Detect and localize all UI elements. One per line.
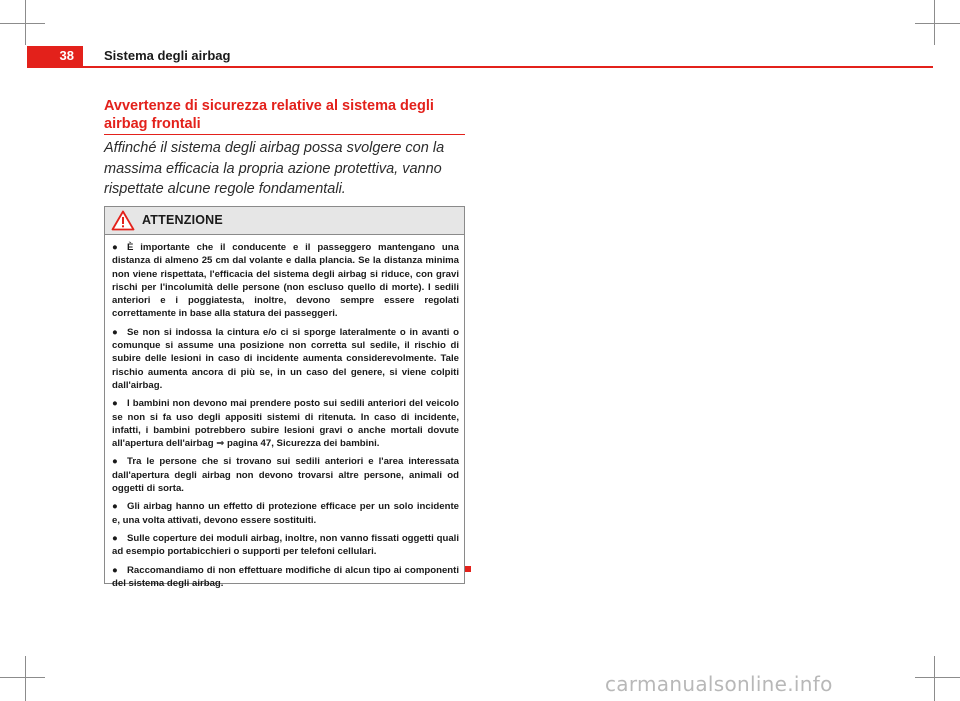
section-end-marker — [465, 566, 471, 572]
crop-mark — [25, 656, 26, 701]
intro-paragraph: Affinché il sistema degli airbag possa svolgere con la massima efficacia la propria azione protettiva, vanno rispettate alcune regole fondamentali. — [104, 140, 445, 197]
bullet: ● — [112, 501, 118, 513]
section-heading: Avvertenze di sicurezza relative al sistema degli airbag frontali — [104, 98, 434, 132]
heading-divider — [104, 134, 465, 135]
bullet: ● — [112, 398, 118, 410]
watermark: carmanualsonline.info — [605, 672, 833, 696]
warning-item-text: Sulle coperture dei moduli airbag, inoltre, non vanno fissati oggetti quali ad esempio portabicchieri o supporti per telefoni cellulari. — [112, 532, 459, 558]
crop-mark — [934, 656, 935, 701]
bullet: ● — [112, 326, 118, 338]
crop-mark — [0, 23, 45, 24]
crop-mark — [915, 23, 960, 24]
warning-header — [105, 207, 464, 235]
bullet: ● — [112, 456, 118, 468]
bullet: ● — [112, 242, 118, 253]
running-title: Sistema degli airbag — [104, 48, 231, 63]
bullet: ● — [112, 532, 118, 544]
crop-mark — [915, 677, 960, 678]
warning-item — [112, 564, 459, 591]
bullet: ● — [112, 564, 118, 576]
warning-item — [112, 326, 459, 392]
warning-item-text: I bambini non devono mai prendere posto sui sedili anteriori del veicolo se non si fa uso degli appositi sistemi di ritenuta. In caso di incidente, infatti, i bambini potrebbero subire lesioni gravi o anche mortali dovute all'apertura dell'airbag ⇒ pagina 47, Sicurezza dei bambini. — [112, 398, 459, 450]
warning-list — [105, 235, 464, 590]
warning-item — [112, 500, 459, 527]
header-rule — [27, 66, 933, 68]
warning-item-text: Raccomandiamo di non effettuare modifiche di alcun tipo ai componenti del sistema degli airbag. — [112, 564, 459, 589]
warning-item — [112, 455, 459, 495]
warning-item — [112, 532, 459, 559]
warning-item — [112, 397, 459, 450]
warning-item — [112, 241, 459, 321]
warning-triangle-icon — [111, 210, 135, 231]
warning-item-text: Gli airbag hanno un effetto di protezione efficace per un solo incidente e, una volta attivati, devono essere sostituiti. — [112, 501, 459, 526]
warning-item-text: Tra le persone che si trovano sui sedili anteriori e l'area interessata dall'apertura degli airbag non devono trovarsi altre persone, animali od oggetti di sorta. — [112, 456, 459, 495]
warning-title: ATTENZIONE — [142, 213, 223, 227]
warning-item-text: Se non si indossa la cintura e/o ci si sporge lateralmente o in avanti o comunque si assume una posizione non corretta sul sedile, il rischio di subire delle lesioni in caso di incidente aumenta considerevolmente. Tale rischio aumenta ancora di più se, in un caso del genere, si viene colpiti dall'airbag. — [112, 326, 459, 391]
warning-item-text: È importante che il conducente e il passeggero mantengano una distanza di almeno 25 cm dal volante e dalla plancia. Se la distanza minima non viene rispettata, l'efficacia del sistema degli airbag si riduce, con gravi rischi per l'incolumità delle persone (non escluso quello di morte). I sedili anteriori e i poggiatesta, inoltre, devono sempre essere regolati correttamente in base alla statura dei passeggeri. — [112, 242, 459, 320]
page-number: 38 — [27, 46, 83, 66]
warning-box — [104, 206, 465, 589]
crop-mark — [0, 677, 45, 678]
